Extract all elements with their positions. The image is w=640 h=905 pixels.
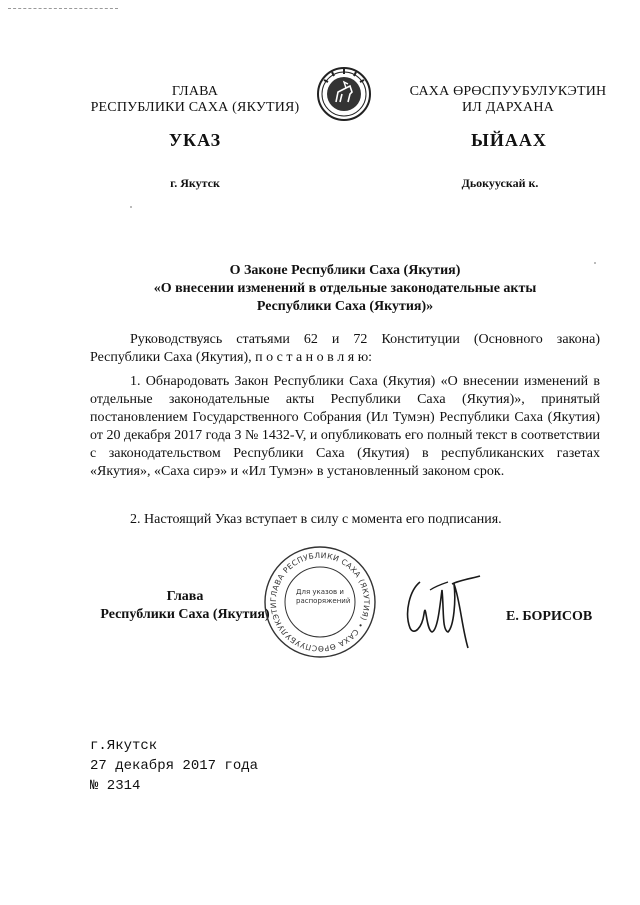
signatory-post-line2: Республики Саха (Якутия) bbox=[100, 607, 270, 622]
registration-date: 27 декабря 2017 года bbox=[90, 758, 259, 774]
item-2-paragraph: 2. Настоящий Указ вступает в силу с момента его подписания. bbox=[130, 512, 502, 527]
scan-edge-line bbox=[8, 8, 118, 9]
signatory-post bbox=[90, 588, 280, 624]
stamp-ring-text: ГЛАВА РЕСПУБЛИКИ САХА (ЯКУТИЯ) • САХА ӨРӨСПУУБУЛУКЭТИ bbox=[268, 550, 372, 654]
item-1-paragraph: 1. Обнародовать Закон Республики Саха (Якутия) «О внесении изменений в отдельные законодательные акты Республики Саха (Якутия)», принятый постановлением Государственного Собрания (Ил Тумэн) Республики Саха (Якутия) от 20 декабря 2017 года З № 1432-V, и опубликовать его полный текст в соответствии с законодательством Республики Саха (Якутия) в республиканских газетах «Якутия», «Саха сирэ» и «Ил Тумэн» в установленный законом срок. bbox=[90, 374, 600, 479]
document-title-line2: «О внесении изменений в отдельные законодательные акты bbox=[153, 281, 537, 296]
header-left-line2: РЕСПУБЛИКИ САХА (ЯКУТИЯ) bbox=[90, 100, 300, 115]
official-stamp bbox=[262, 544, 378, 660]
intro-paragraph: Руководствуясь статьями 62 и 72 Конституции (Основного закона) Республики Саха (Якутия), п о с т а н о в л я ю: bbox=[90, 332, 600, 365]
left-city: г. Якутск bbox=[170, 176, 220, 190]
header-left-org bbox=[80, 84, 310, 116]
left-doc-type: УКАЗ bbox=[168, 130, 222, 150]
right-city: Дьокуускай к. bbox=[461, 176, 539, 190]
signatory-name: Е. БОРИСОВ bbox=[506, 609, 593, 624]
handwritten-signature bbox=[390, 570, 490, 660]
document-title bbox=[90, 262, 600, 316]
header-right-line2: ИЛ ДАРХАНА bbox=[461, 100, 554, 115]
registration-info bbox=[90, 736, 350, 796]
signatory-post-line1: Глава bbox=[166, 589, 204, 604]
registration-city: г.Якутск bbox=[90, 738, 158, 754]
document-title-line3: Республики Саха (Якутия)» bbox=[256, 299, 434, 314]
scan-speck bbox=[130, 206, 132, 208]
stamp-center-text: Для указов и распоряжений bbox=[296, 588, 351, 605]
header-left-line1: ГЛАВА bbox=[171, 84, 219, 99]
header-right-line1: САХА ӨРӨСПУУБУЛУКЭТИН bbox=[409, 84, 607, 99]
coat-of-arms-emblem bbox=[316, 66, 372, 122]
header-right-org bbox=[392, 84, 624, 116]
right-doc-type: ЫЙААХ bbox=[471, 130, 547, 150]
registration-number: № 2314 bbox=[90, 778, 141, 794]
document-title-line1: О Законе Республики Саха (Якутия) bbox=[229, 263, 461, 278]
